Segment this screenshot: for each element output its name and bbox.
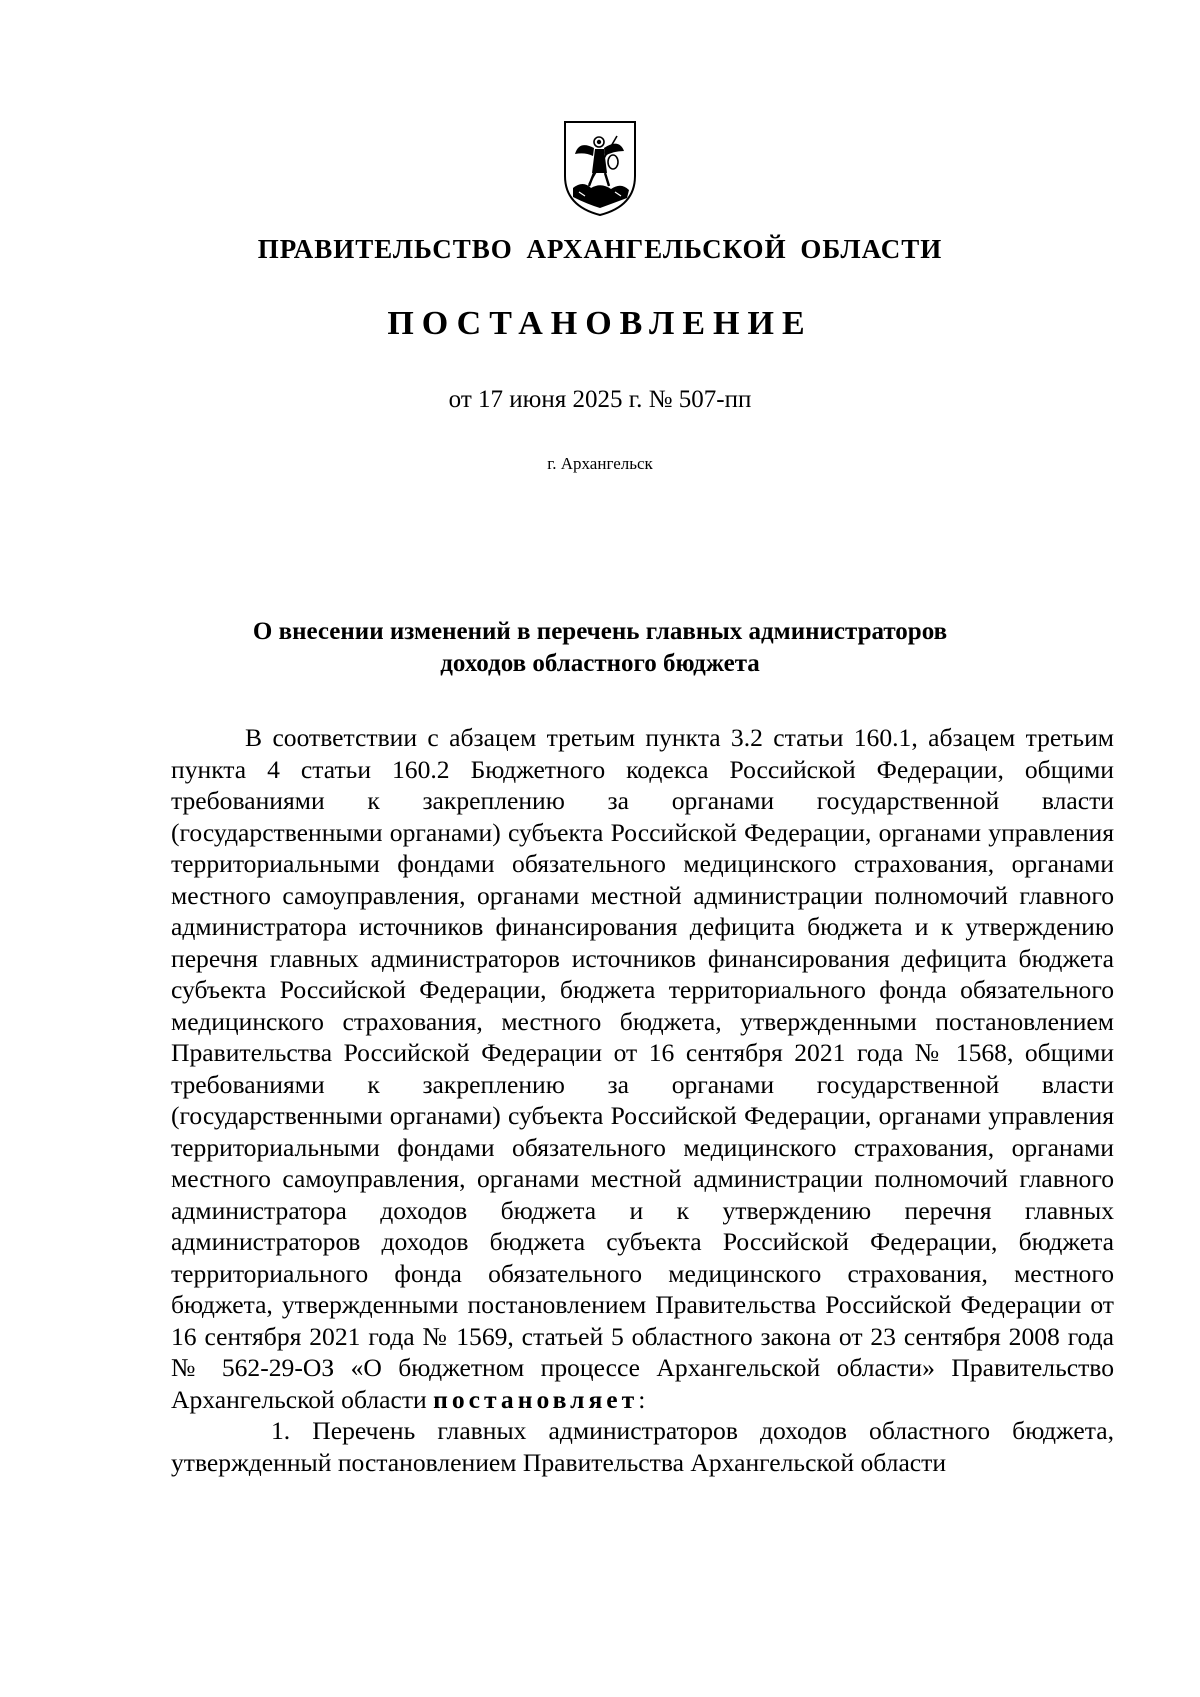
preamble-paragraph [171, 722, 1114, 1415]
document-type: ПОСТАНОВЛЕНИЕ [387, 305, 813, 342]
decree-word: постановляет [433, 1384, 639, 1414]
document-body [171, 722, 1114, 1478]
document-city: г. Архангельск [547, 454, 653, 473]
item-1-paragraph: 1. Перечень главных администраторов доходов областного бюджета, утвержденный постановлением Правительства Архангельской области [171, 1416, 1114, 1477]
decree-colon: : [638, 1384, 646, 1414]
document-date-number: от 17 июня 2025 г. № 507-пп [448, 386, 752, 413]
document-title [0, 616, 1200, 680]
preamble-text: В соответствии с абзацем третьим пункта 3.2 статьи 160.1, абзацем третьим пункта 4 статьи 160.2 Бюджетного кодекса Российской Федерации, общими требованиями к закреплению за органами государственной власти (государственными органами) субъекта Российской Федерации, органами управления территориальными фондами обязательного медицинского страхования, органами местного самоуправления, органами местной администрации полномочий главного администратора источников финансирования дефицита бюджета и к утверждению перечня главных администраторов источников финансирования дефицита бюджета субъекта Российской Федерации, бюджета территориального фонда обязательного медицинского страхования, местного бюджета, утвержденными постановлением Правительства Российской Федерации от 16 сентября 2021 года № 1568, общими требованиями к закреплению за органами государственной власти (государственными органами) субъекта Российской Федерации, органами управления территориальными фондами обязательного медицинского страхования, органами местного самоуправления, органами местной администрации полномочий главного администратора доходов бюджета и к утверждению перечня главных администраторов доходов бюджета субъекта Российской Федерации, бюджета территориального фонда обязательного медицинского страхования, местного бюджета, утвержденными постановлением Правительства Российской Федерации от 16 сентября 2021 года № 1569, статьей 5 областного закона от 23 сентября 2008 года № 562-29-ОЗ «О бюджетном процессе Архангельской области» Правительство Архангельской области [171, 723, 1114, 1414]
title-line: доходов областного бюджета [440, 650, 760, 677]
coat-of-arms-icon [561, 118, 639, 218]
government-name: ПРАВИТЕЛЬСТВО АРХАНГЕЛЬСКОЙ ОБЛАСТИ [257, 234, 943, 264]
title-line: О внесении изменений в перечень главных администраторов [252, 618, 948, 645]
